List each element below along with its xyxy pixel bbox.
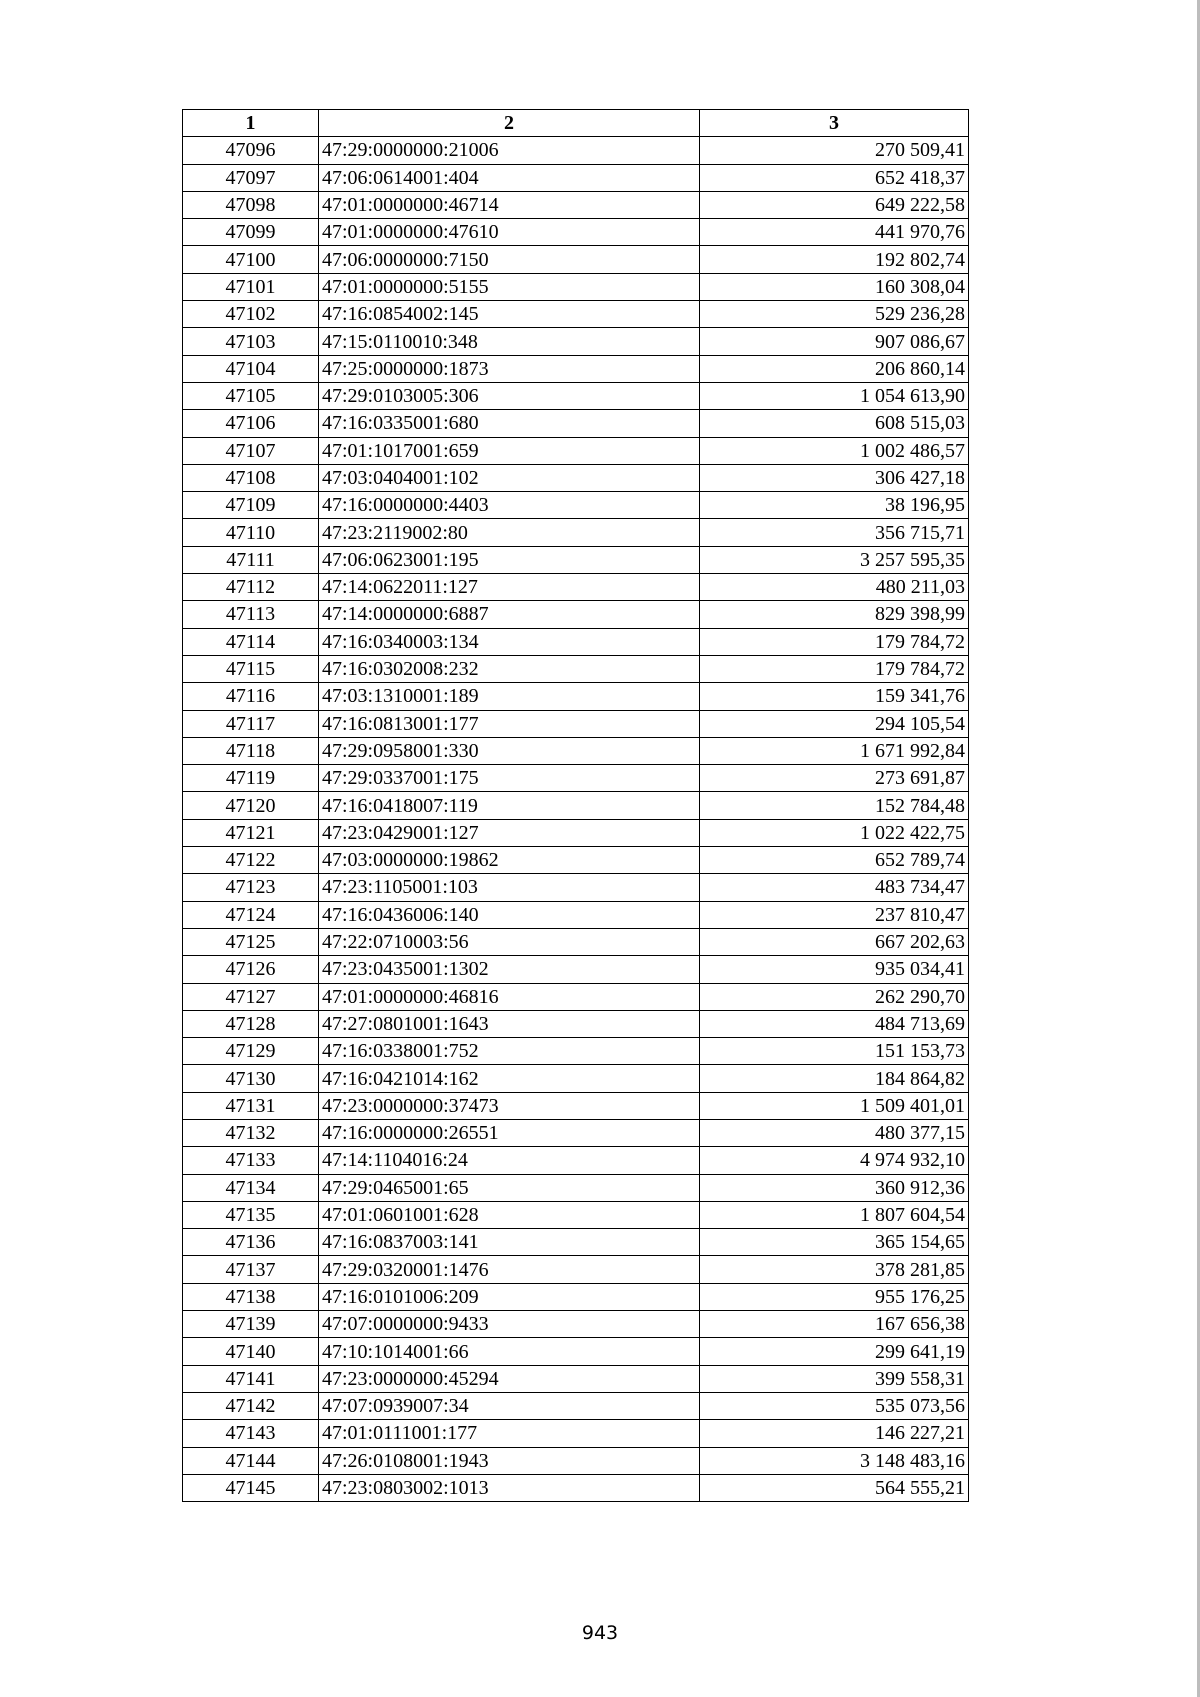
cadastral-value: 652 418,37 xyxy=(700,164,969,191)
table-row xyxy=(183,1392,969,1419)
table-row xyxy=(183,410,969,437)
row-number: 47141 xyxy=(183,1365,319,1392)
cadastral-number: 47:16:0340003:134 xyxy=(319,628,700,655)
cadastral-number: 47:23:1105001:103 xyxy=(319,874,700,901)
table-row xyxy=(183,492,969,519)
cadastral-number: 47:16:0421014:162 xyxy=(319,1065,700,1092)
cadastral-value: 3 148 483,16 xyxy=(700,1447,969,1474)
row-number: 47102 xyxy=(183,301,319,328)
cadastral-number: 47:01:1017001:659 xyxy=(319,437,700,464)
cadastral-value: 146 227,21 xyxy=(700,1420,969,1447)
table-header-row xyxy=(183,110,969,137)
cadastral-number: 47:15:0110010:348 xyxy=(319,328,700,355)
row-number: 47145 xyxy=(183,1474,319,1501)
cadastral-value: 1 054 613,90 xyxy=(700,382,969,409)
cadastral-number: 47:26:0108001:1943 xyxy=(319,1447,700,1474)
cadastral-number: 47:16:0000000:4403 xyxy=(319,492,700,519)
cadastral-number: 47:16:0813001:177 xyxy=(319,710,700,737)
cadastral-number: 47:29:0000000:21006 xyxy=(319,137,700,164)
table-row xyxy=(183,847,969,874)
row-number: 47143 xyxy=(183,1420,319,1447)
cadastral-value: 294 105,54 xyxy=(700,710,969,737)
table-row xyxy=(183,792,969,819)
cadastral-number: 47:03:0404001:102 xyxy=(319,464,700,491)
row-number: 47123 xyxy=(183,874,319,901)
cadastral-value: 237 810,47 xyxy=(700,901,969,928)
page-number: 943 xyxy=(581,1622,619,1644)
cadastral-number: 47:23:2119002:80 xyxy=(319,519,700,546)
table-row xyxy=(183,1174,969,1201)
table-row xyxy=(183,1201,969,1228)
cadastral-number: 47:25:0000000:1873 xyxy=(319,355,700,382)
row-number: 47100 xyxy=(183,246,319,273)
cadastral-value: 270 509,41 xyxy=(700,137,969,164)
table-row xyxy=(183,1365,969,1392)
cadastral-number: 47:14:0622011:127 xyxy=(319,574,700,601)
table-row xyxy=(183,655,969,682)
cadastral-value: 529 236,28 xyxy=(700,301,969,328)
row-number: 47118 xyxy=(183,737,319,764)
cadastral-value: 273 691,87 xyxy=(700,765,969,792)
row-number: 47132 xyxy=(183,1119,319,1146)
table-row xyxy=(183,737,969,764)
cadastral-number: 47:23:0000000:37473 xyxy=(319,1092,700,1119)
table-row xyxy=(183,710,969,737)
cadastral-number: 47:06:0000000:7150 xyxy=(319,246,700,273)
table-row xyxy=(183,1474,969,1501)
cadastral-number: 47:16:0837003:141 xyxy=(319,1229,700,1256)
row-number: 47139 xyxy=(183,1311,319,1338)
cadastral-value: 399 558,31 xyxy=(700,1365,969,1392)
cadastral-number: 47:14:1104016:24 xyxy=(319,1147,700,1174)
row-number: 47115 xyxy=(183,655,319,682)
row-number: 47121 xyxy=(183,819,319,846)
row-number: 47119 xyxy=(183,765,319,792)
row-number: 47135 xyxy=(183,1201,319,1228)
cadastral-value: 608 515,03 xyxy=(700,410,969,437)
cadastral-number: 47:16:0338001:752 xyxy=(319,1038,700,1065)
row-number: 47105 xyxy=(183,382,319,409)
cadastral-number: 47:29:0958001:330 xyxy=(319,737,700,764)
row-number: 47111 xyxy=(183,546,319,573)
table-row xyxy=(183,273,969,300)
table-row xyxy=(183,137,969,164)
cadastral-number: 47:29:0320001:1476 xyxy=(319,1256,700,1283)
table-row xyxy=(183,1311,969,1338)
row-number: 47113 xyxy=(183,601,319,628)
cadastral-value: 4 974 932,10 xyxy=(700,1147,969,1174)
cadastral-value: 667 202,63 xyxy=(700,928,969,955)
table-row xyxy=(183,956,969,983)
cadastral-number: 47:01:0000000:47610 xyxy=(319,219,700,246)
row-number: 47124 xyxy=(183,901,319,928)
row-number: 47120 xyxy=(183,792,319,819)
table-row xyxy=(183,983,969,1010)
row-number: 47140 xyxy=(183,1338,319,1365)
cadastral-number: 47:01:0601001:628 xyxy=(319,1201,700,1228)
table-row xyxy=(183,683,969,710)
row-number: 47126 xyxy=(183,956,319,983)
cadastral-number: 47:01:0000000:5155 xyxy=(319,273,700,300)
cadastral-value: 38 196,95 xyxy=(700,492,969,519)
cadastral-value: 480 377,15 xyxy=(700,1119,969,1146)
cadastral-number: 47:23:0429001:127 xyxy=(319,819,700,846)
row-number: 47116 xyxy=(183,683,319,710)
table-row xyxy=(183,1119,969,1146)
row-number: 47101 xyxy=(183,273,319,300)
row-number: 47136 xyxy=(183,1229,319,1256)
cadastral-number: 47:16:0436006:140 xyxy=(319,901,700,928)
table-row xyxy=(183,246,969,273)
cadastral-number: 47:06:0623001:195 xyxy=(319,546,700,573)
cadastral-number: 47:16:0335001:680 xyxy=(319,410,700,437)
row-number: 47106 xyxy=(183,410,319,437)
row-number: 47096 xyxy=(183,137,319,164)
row-number: 47107 xyxy=(183,437,319,464)
table-row xyxy=(183,1229,969,1256)
cadastral-value: 179 784,72 xyxy=(700,628,969,655)
table-row xyxy=(183,301,969,328)
table-row xyxy=(183,1283,969,1310)
column-header-value: 3 xyxy=(700,110,969,137)
cadastral-value: 378 281,85 xyxy=(700,1256,969,1283)
table-row xyxy=(183,928,969,955)
cadastral-number: 47:27:0801001:1643 xyxy=(319,1010,700,1037)
row-number: 47128 xyxy=(183,1010,319,1037)
table-row xyxy=(183,628,969,655)
row-number: 47114 xyxy=(183,628,319,655)
row-number: 47137 xyxy=(183,1256,319,1283)
cadastral-value: 167 656,38 xyxy=(700,1311,969,1338)
cadastral-value-table xyxy=(182,109,969,1502)
row-number: 47144 xyxy=(183,1447,319,1474)
cadastral-value: 480 211,03 xyxy=(700,574,969,601)
cadastral-value: 159 341,76 xyxy=(700,683,969,710)
row-number: 47109 xyxy=(183,492,319,519)
cadastral-number: 47:14:0000000:6887 xyxy=(319,601,700,628)
cadastral-number: 47:23:0435001:1302 xyxy=(319,956,700,983)
table-row xyxy=(183,1338,969,1365)
table-row xyxy=(183,1447,969,1474)
cadastral-value: 179 784,72 xyxy=(700,655,969,682)
cadastral-number: 47:01:0000000:46714 xyxy=(319,191,700,218)
cadastral-number: 47:29:0103005:306 xyxy=(319,382,700,409)
table-row xyxy=(183,464,969,491)
cadastral-number: 47:10:1014001:66 xyxy=(319,1338,700,1365)
row-number: 47108 xyxy=(183,464,319,491)
row-number: 47097 xyxy=(183,164,319,191)
cadastral-value: 484 713,69 xyxy=(700,1010,969,1037)
table-row xyxy=(183,546,969,573)
cadastral-number: 47:23:0803002:1013 xyxy=(319,1474,700,1501)
row-number: 47112 xyxy=(183,574,319,601)
cadastral-number: 47:16:0101006:209 xyxy=(319,1283,700,1310)
cadastral-value: 184 864,82 xyxy=(700,1065,969,1092)
table-row xyxy=(183,1256,969,1283)
cadastral-number: 47:29:0465001:65 xyxy=(319,1174,700,1201)
table-row xyxy=(183,819,969,846)
row-number: 47142 xyxy=(183,1392,319,1419)
cadastral-number: 47:01:0111001:177 xyxy=(319,1420,700,1447)
row-number: 47138 xyxy=(183,1283,319,1310)
cadastral-value: 535 073,56 xyxy=(700,1392,969,1419)
cadastral-value: 356 715,71 xyxy=(700,519,969,546)
cadastral-value: 160 308,04 xyxy=(700,273,969,300)
cadastral-number: 47:23:0000000:45294 xyxy=(319,1365,700,1392)
table-row xyxy=(183,382,969,409)
cadastral-number: 47:07:0000000:9433 xyxy=(319,1311,700,1338)
cadastral-number: 47:16:0302008:232 xyxy=(319,655,700,682)
row-number: 47098 xyxy=(183,191,319,218)
column-header-cadastral-number: 2 xyxy=(319,110,700,137)
table-row xyxy=(183,164,969,191)
cadastral-value: 306 427,18 xyxy=(700,464,969,491)
table-body xyxy=(183,137,969,1502)
cadastral-number: 47:22:0710003:56 xyxy=(319,928,700,955)
table-row xyxy=(183,519,969,546)
cadastral-value: 365 154,65 xyxy=(700,1229,969,1256)
cadastral-value: 151 153,73 xyxy=(700,1038,969,1065)
table-row xyxy=(183,574,969,601)
cadastral-number: 47:16:0418007:119 xyxy=(319,792,700,819)
cadastral-value: 907 086,67 xyxy=(700,328,969,355)
cadastral-value: 935 034,41 xyxy=(700,956,969,983)
cadastral-number: 47:07:0939007:34 xyxy=(319,1392,700,1419)
cadastral-value: 1 671 992,84 xyxy=(700,737,969,764)
cadastral-number: 47:03:0000000:19862 xyxy=(319,847,700,874)
table-row xyxy=(183,355,969,382)
cadastral-value: 152 784,48 xyxy=(700,792,969,819)
row-number: 47127 xyxy=(183,983,319,1010)
cadastral-number: 47:16:0854002:145 xyxy=(319,301,700,328)
cadastral-value: 564 555,21 xyxy=(700,1474,969,1501)
row-number: 47133 xyxy=(183,1147,319,1174)
table-row xyxy=(183,1010,969,1037)
table-row xyxy=(183,901,969,928)
table-row xyxy=(183,874,969,901)
table-row xyxy=(183,437,969,464)
row-number: 47130 xyxy=(183,1065,319,1092)
cadastral-value: 441 970,76 xyxy=(700,219,969,246)
cadastral-value: 262 290,70 xyxy=(700,983,969,1010)
row-number: 47104 xyxy=(183,355,319,382)
cadastral-value: 1 002 486,57 xyxy=(700,437,969,464)
cadastral-value: 360 912,36 xyxy=(700,1174,969,1201)
table-row xyxy=(183,765,969,792)
table-row xyxy=(183,1147,969,1174)
cadastral-value: 483 734,47 xyxy=(700,874,969,901)
cadastral-value: 1 022 422,75 xyxy=(700,819,969,846)
cadastral-value: 206 860,14 xyxy=(700,355,969,382)
table-row xyxy=(183,601,969,628)
table-row xyxy=(183,1420,969,1447)
column-header-number: 1 xyxy=(183,110,319,137)
table-row xyxy=(183,1038,969,1065)
table-row xyxy=(183,219,969,246)
cadastral-value: 829 398,99 xyxy=(700,601,969,628)
table-row xyxy=(183,1065,969,1092)
row-number: 47099 xyxy=(183,219,319,246)
cadastral-value: 192 802,74 xyxy=(700,246,969,273)
cadastral-value: 955 176,25 xyxy=(700,1283,969,1310)
cadastral-value: 649 222,58 xyxy=(700,191,969,218)
row-number: 47134 xyxy=(183,1174,319,1201)
table-row xyxy=(183,328,969,355)
cadastral-number: 47:01:0000000:46816 xyxy=(319,983,700,1010)
cadastral-value: 3 257 595,35 xyxy=(700,546,969,573)
row-number: 47125 xyxy=(183,928,319,955)
cadastral-number: 47:16:0000000:26551 xyxy=(319,1119,700,1146)
cadastral-number: 47:03:1310001:189 xyxy=(319,683,700,710)
row-number: 47103 xyxy=(183,328,319,355)
cadastral-number: 47:29:0337001:175 xyxy=(319,765,700,792)
row-number: 47110 xyxy=(183,519,319,546)
cadastral-number: 47:06:0614001:404 xyxy=(319,164,700,191)
row-number: 47117 xyxy=(183,710,319,737)
row-number: 47122 xyxy=(183,847,319,874)
cadastral-value: 1 509 401,01 xyxy=(700,1092,969,1119)
table-row xyxy=(183,1092,969,1119)
cadastral-value: 1 807 604,54 xyxy=(700,1201,969,1228)
row-number: 47129 xyxy=(183,1038,319,1065)
cadastral-value: 652 789,74 xyxy=(700,847,969,874)
table-row xyxy=(183,191,969,218)
cadastral-value: 299 641,19 xyxy=(700,1338,969,1365)
row-number: 47131 xyxy=(183,1092,319,1119)
